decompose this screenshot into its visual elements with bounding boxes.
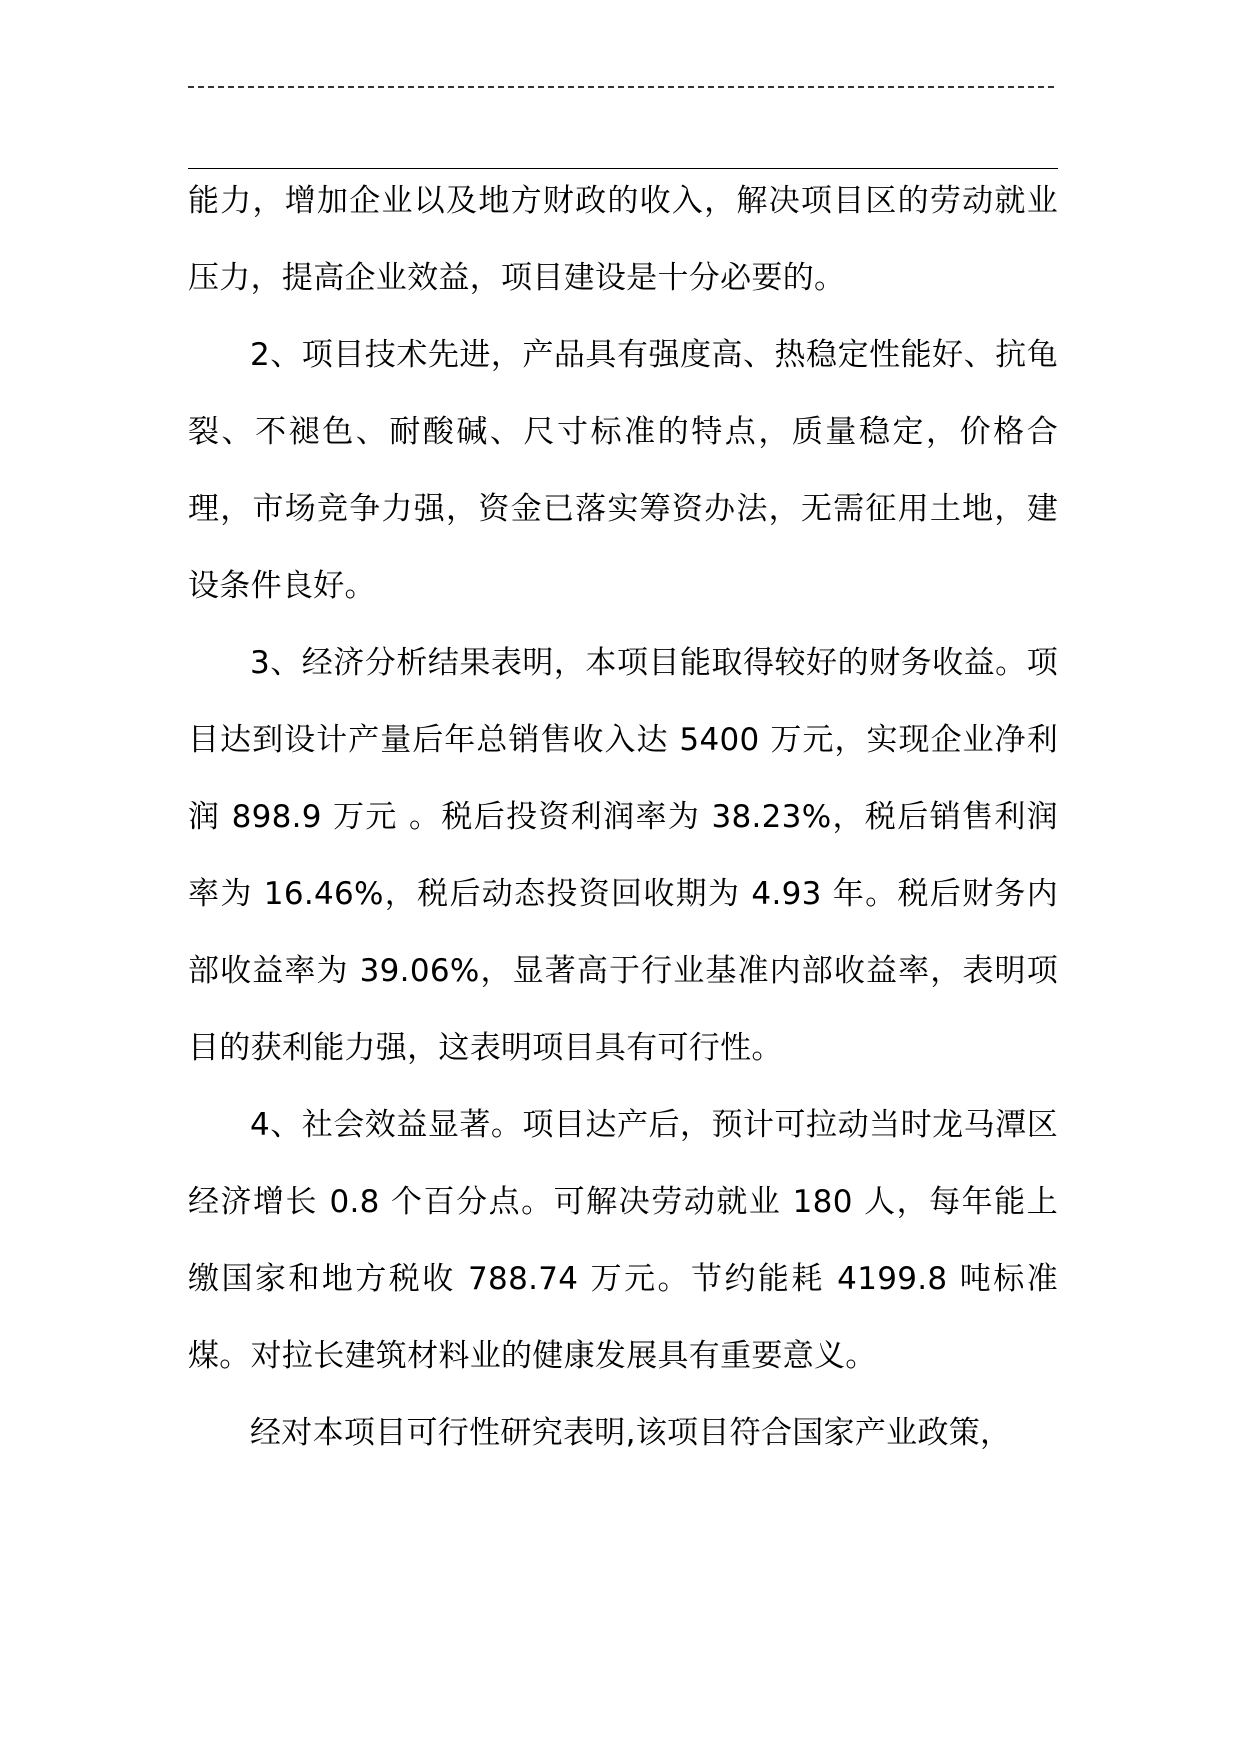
document-body [188, 163, 1058, 1472]
paragraph-item-2: 2、项目技术先进，产品具有强度高、热稳定性能好、抗龟裂、不褪色、耐酸碱、尺寸标准的特点，质量稳定，价格合理，市场竞争力强，资金已落实筹资办法，无需征用土地，建设条件良好。 [188, 337, 1058, 604]
header-dashed-rule [188, 86, 1054, 88]
paragraph-item-4: 4、社会效益显著。项目达产后，预计可拉动当时龙马潭区经济增长 0.8 个百分点。可解决劳动就业 180 人，每年能上缴国家和地方税收 788.74 万元。节约能耗 4199.8 吨标准煤。对拉长建筑材料业的健康发展具有重要意义。 [188, 1107, 1058, 1374]
paragraph-conclusion: 经对本项目可行性研究表明,该项目符合国家产业政策， [250, 1415, 1012, 1451]
paragraph-item-3: 3、经济分析结果表明，本项目能取得较好的财务收益。项目达到设计产量后年总销售收入达 5400 万元，实现企业净利润 898.9 万元 。税后投资利润率为 38.23%，税后销售利润率为 16.46%，税后动态投资回收期为 4.93 年。税后财务内部收益率为 39.06%，显著高于行业基准内部收益率，表明项目的获利能力强，这表明项目具有可行性。 [188, 645, 1058, 1066]
paragraph-continuation: 能力，增加企业以及地方财政的收入，解决项目区的劳动就业压力，提高企业效益，项目建设是十分必要的。 [188, 183, 1058, 296]
